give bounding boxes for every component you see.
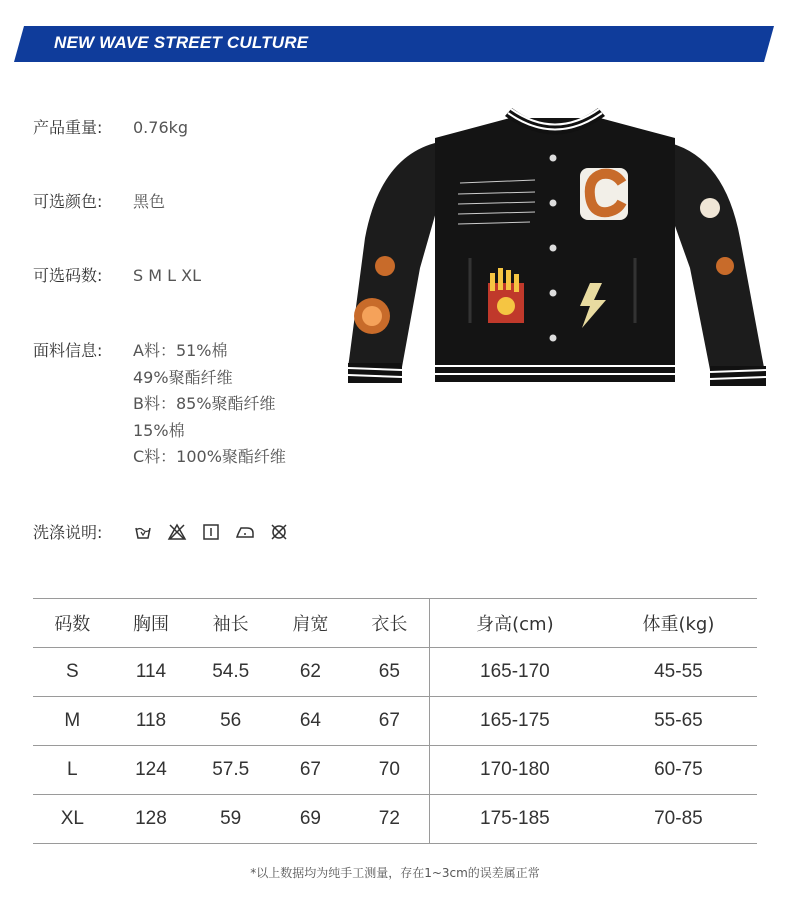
table-cell: 175-185 xyxy=(429,795,599,844)
table-cell: 70-85 xyxy=(600,795,757,844)
table-cell: 124 xyxy=(112,746,191,795)
spec-sizes-value: S M L XL xyxy=(133,266,202,285)
table-cell: 67 xyxy=(350,697,430,746)
table-row xyxy=(33,746,757,795)
size-table xyxy=(33,598,757,844)
care-label: 洗涤说明: xyxy=(33,523,103,542)
table-row xyxy=(33,648,757,697)
fabric-line: B料：85%聚酯纤维 xyxy=(133,394,276,413)
spec-fabric xyxy=(33,338,286,471)
spec-color-value: 黑色 xyxy=(133,192,166,211)
table-cell: 64 xyxy=(271,697,350,746)
fabric-line: 15%棉 xyxy=(133,420,185,440)
spec-weight-value: 0.76kg xyxy=(133,118,189,137)
table-cell: 67 xyxy=(271,746,350,795)
no-dry-clean-icon xyxy=(269,522,289,542)
spec-color xyxy=(33,189,165,215)
fabric-line: 49%聚酯纤维 xyxy=(133,367,233,387)
table-cell: 57.5 xyxy=(190,746,271,795)
spec-color-label: 可选颜色: xyxy=(33,192,103,211)
table-cell: 60-75 xyxy=(600,746,757,795)
table-cell: 65 xyxy=(350,648,430,697)
table-cell: 55-65 xyxy=(600,697,757,746)
table-cell: XL xyxy=(33,795,112,844)
care-instructions xyxy=(33,520,289,543)
table-header: 身高(cm) xyxy=(429,599,599,648)
care-icons xyxy=(133,522,289,542)
table-cell: L xyxy=(33,746,112,795)
iron-icon xyxy=(235,522,255,542)
table-cell: 118 xyxy=(112,697,191,746)
table-cell: 128 xyxy=(112,795,191,844)
table-row xyxy=(33,795,757,844)
table-cell: 54.5 xyxy=(190,648,271,697)
table-cell: S xyxy=(33,648,112,697)
table-cell: 59 xyxy=(190,795,271,844)
table-header: 体重(kg) xyxy=(600,599,757,648)
fabric-line: C料：100%聚酯纤维 xyxy=(133,447,286,466)
table-cell: 165-175 xyxy=(429,697,599,746)
table-header: 肩宽 xyxy=(271,599,350,648)
fabric-line: A料：51%棉 xyxy=(133,341,228,360)
product-image xyxy=(340,88,770,418)
banner-title: NEW WAVE STREET CULTURE xyxy=(54,33,309,52)
table-cell: 56 xyxy=(190,697,271,746)
table-cell: 72 xyxy=(350,795,430,844)
header-banner xyxy=(14,26,774,62)
table-cell: 45-55 xyxy=(600,648,757,697)
table-header: 袖长 xyxy=(190,599,271,648)
spec-sizes xyxy=(33,263,201,289)
table-cell: 170-180 xyxy=(429,746,599,795)
table-row xyxy=(33,697,757,746)
table-header-row xyxy=(33,599,757,648)
table-cell: 69 xyxy=(271,795,350,844)
table-header: 码数 xyxy=(33,599,112,648)
varsity-jacket-icon xyxy=(340,88,770,418)
spec-fabric-lines xyxy=(133,338,286,471)
table-cell: 62 xyxy=(271,648,350,697)
table-header: 胸围 xyxy=(112,599,191,648)
table-cell: 70 xyxy=(350,746,430,795)
table-header: 衣长 xyxy=(350,599,430,648)
footnote: *以上数据均为纯手工测量，存在1~3cm的误差属正常 xyxy=(250,866,540,880)
hand-wash-icon xyxy=(133,522,153,542)
tumble-dry-icon xyxy=(201,522,221,542)
table-cell: 114 xyxy=(112,648,191,697)
spec-weight xyxy=(33,115,188,141)
spec-fabric-label: 面料信息: xyxy=(33,341,103,360)
table-cell: M xyxy=(33,697,112,746)
spec-sizes-label: 可选码数: xyxy=(33,266,103,285)
table-cell: 165-170 xyxy=(429,648,599,697)
spec-weight-label: 产品重量: xyxy=(33,118,103,137)
no-bleach-icon xyxy=(167,522,187,542)
